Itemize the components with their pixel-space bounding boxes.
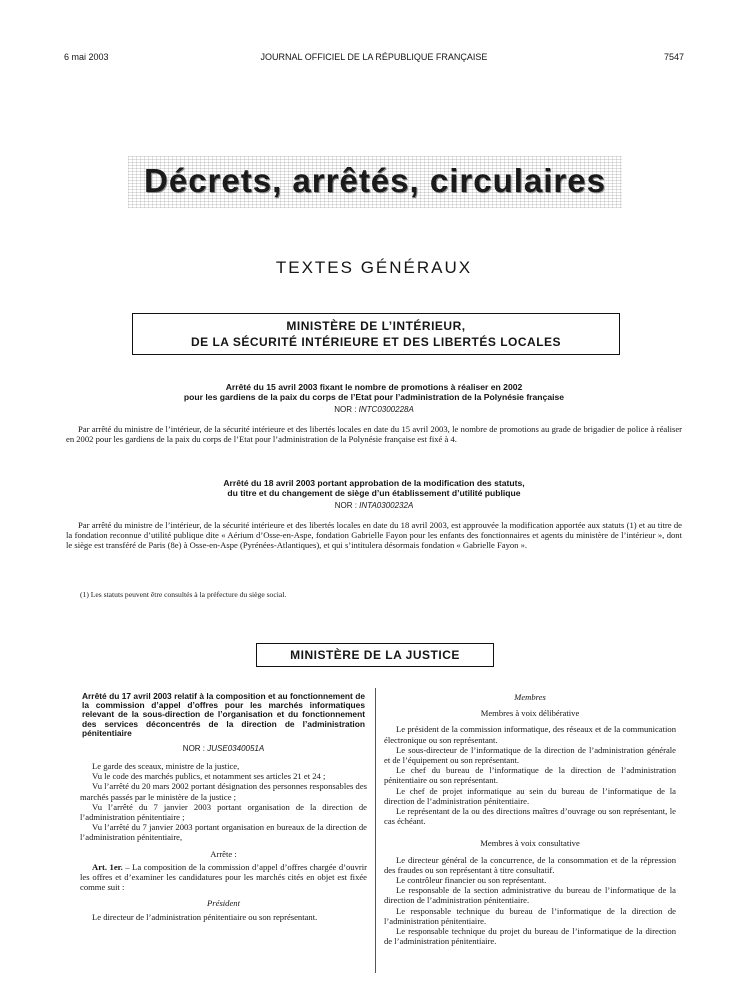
visa-paragraph: Vu l’arrêté du 7 janvier 2003 portant organisation en bureaux de la direction de l’administration pénitentiaire, (80, 822, 367, 843)
member-item: Le contrôleur financier ou son représentant. (396, 875, 547, 886)
consultative-list (384, 855, 676, 947)
member-item: Le responsable technique du bureau de l’informatique de la direction de l’administration pénitentiaire. (384, 905, 676, 926)
article-1-text: – La composition de la commission d’appel d’offres chargée d’ouvrir les offres et d’examiner les candidatures pour les marchés cités en objet est fixée comme suit : (80, 861, 367, 893)
nor-code: INTA0300232A (359, 501, 414, 510)
member-item: Le chef de projet informatique au sein du bureau de l’informatique de la direction de l’administration pénitentiaire. (384, 785, 676, 806)
arrete-label: Arrête : (210, 848, 237, 859)
arrete3-title: Arrêté du 17 avril 2003 relatif à la composition et au fonctionnement de la commission d’appel d’offres pour les marchés informatiques relevant de la sous-direction de l’organisation et du fonctionnement des services déconcentrés de la direction de l’administration pénitentiaire (82, 691, 365, 738)
nor-label: NOR : (334, 405, 357, 414)
ministry-justice-title: MINISTÈRE DE LA JUSTICE (290, 648, 460, 662)
article-1-label: Art. 1er. (92, 861, 123, 872)
footnote: (1) Les statuts peuvent être consultés à la préfecture du siège social. (80, 590, 287, 599)
section-banner (128, 156, 622, 208)
section-title: Décrets, arrêtés, circulaires (144, 162, 606, 199)
arrete2-body: Par arrêté du ministre de l’intérieur, de la sécurité intérieure et des libertés locales en date du 18 avril 2003, est approuvée la modification apportée aux statuts (1) et au titre de la fondation reconnue d’utilité publique dite « Aérium d’Osse-en-Aspe, fondation Gabrielle Fayon pour les enfants des fonctionnaires et agents du ministère de l’intérieur », dont le siège est transféré de Paris (8e) à Osse-en-Aspe (Pyrénées-Atlantiques), et qui s’intitulera désormais fondation « Gabrielle Fayon ». (66, 520, 682, 551)
member-item: Le responsable de la section administrative du bureau de l’informatique de la direction de l’administration pénitentiaire. (384, 885, 676, 906)
member-item: Le chef du bureau de l’informatique de la direction de l’administration pénitentiaire ou son représentant. (384, 765, 676, 786)
visas-list (80, 761, 367, 843)
right-column (384, 692, 676, 946)
arrete2-title-line2: du titre et du changement de siège d’un établissement d’utilité publique (227, 488, 521, 498)
member-item: Le directeur général de la concurrence, de la consommation et de la répression des fraudes ou son représentant à titre consultatif. (384, 854, 676, 875)
arrete-15-avril (66, 382, 682, 444)
ministry-interieur-line2: DE LA SÉCURITÉ INTÉRIEURE ET DES LIBERTÉS LOCALES (190, 335, 562, 349)
nor-label: NOR : (182, 744, 206, 754)
article-1 (80, 862, 367, 893)
member-item: Le président de la commission informatique, des réseaux et de la communication électronique ou son représentant. (384, 724, 676, 745)
arrete2-nor (66, 501, 682, 510)
nor-code: INTC0300228A (358, 405, 414, 414)
deliberative-list (384, 724, 676, 826)
arrete-18-avril (66, 478, 682, 551)
deliberative-heading: Membres à voix délibérative (480, 708, 580, 719)
arrete3-nor (80, 744, 367, 753)
visa-paragraph: Vu l’arrêté du 7 janvier 2003 portant organisation de la direction de l’administration pénitentiaire ; (80, 801, 367, 823)
arrete1-body: Par arrêté du ministre de l’intérieur, de la sécurité intérieure et des libertés locales en date du 15 avril 2003, le nombre de promotions au grade de brigadier de police à réaliser en 2002 pour les gardiens de la paix du corps de l’Etat pour l’administration de la Polynésie française est fixé à 4. (66, 424, 682, 445)
membres-heading: Membres (514, 692, 546, 702)
header-date: 6 mai 2003 (64, 52, 109, 62)
nor-code: JUSE0340051A (207, 744, 265, 754)
ministry-justice-box (256, 643, 494, 667)
president-text: Le directeur de l’administration pénitentiaire ou son représentant. (92, 911, 318, 922)
header-page-number: 7547 (663, 52, 684, 62)
ministry-interieur-box (132, 313, 620, 355)
arrete1-title-line1: Arrêté du 15 avril 2003 fixant le nombre de promotions à réaliser en 2002 (225, 382, 523, 392)
member-item: Le responsable technique du projet du bureau de l’informatique de la direction de l’administration pénitentiaire. (384, 926, 676, 947)
member-item: Le représentant de la ou des directions maîtres d’ouvrage ou son représentant, le cas échéant. (384, 806, 676, 827)
header-journal-title: JOURNAL OFFICIEL DE LA RÉPUBLIQUE FRANÇAISE (260, 52, 488, 62)
ministry-interieur-line1: MINISTÈRE DE L’INTÉRIEUR, (286, 319, 466, 333)
arrete1-title-line2: pour les gardiens de la paix du corps de l’Etat pour l’administration de la Polynésie française (183, 392, 565, 402)
visa-paragraph: Vu le code des marchés publics, et notamment ses articles 21 et 24 ; (92, 771, 326, 782)
left-column (80, 692, 367, 922)
visa-paragraph: Vu l’arrêté du 20 mars 2002 portant désignation des personnes responsables des marchés passés par le ministère de la justice ; (80, 781, 367, 802)
arrete2-title-line1: Arrêté du 18 avril 2003 portant approbation de la modification des statuts, (223, 478, 525, 488)
subsection-title: TEXTES GÉNÉRAUX (275, 258, 473, 277)
arrete1-nor (66, 405, 682, 414)
member-item: Le sous-directeur de l’informatique de la direction de l’administration générale et de l’équipement ou son représentant. (384, 744, 676, 766)
column-divider (375, 688, 376, 973)
president-heading: Président (207, 898, 240, 909)
consultative-heading: Membres à voix consultative (480, 838, 580, 849)
nor-label: NOR : (334, 501, 357, 510)
visa-paragraph: Le garde des sceaux, ministre de la justice, (92, 761, 240, 772)
